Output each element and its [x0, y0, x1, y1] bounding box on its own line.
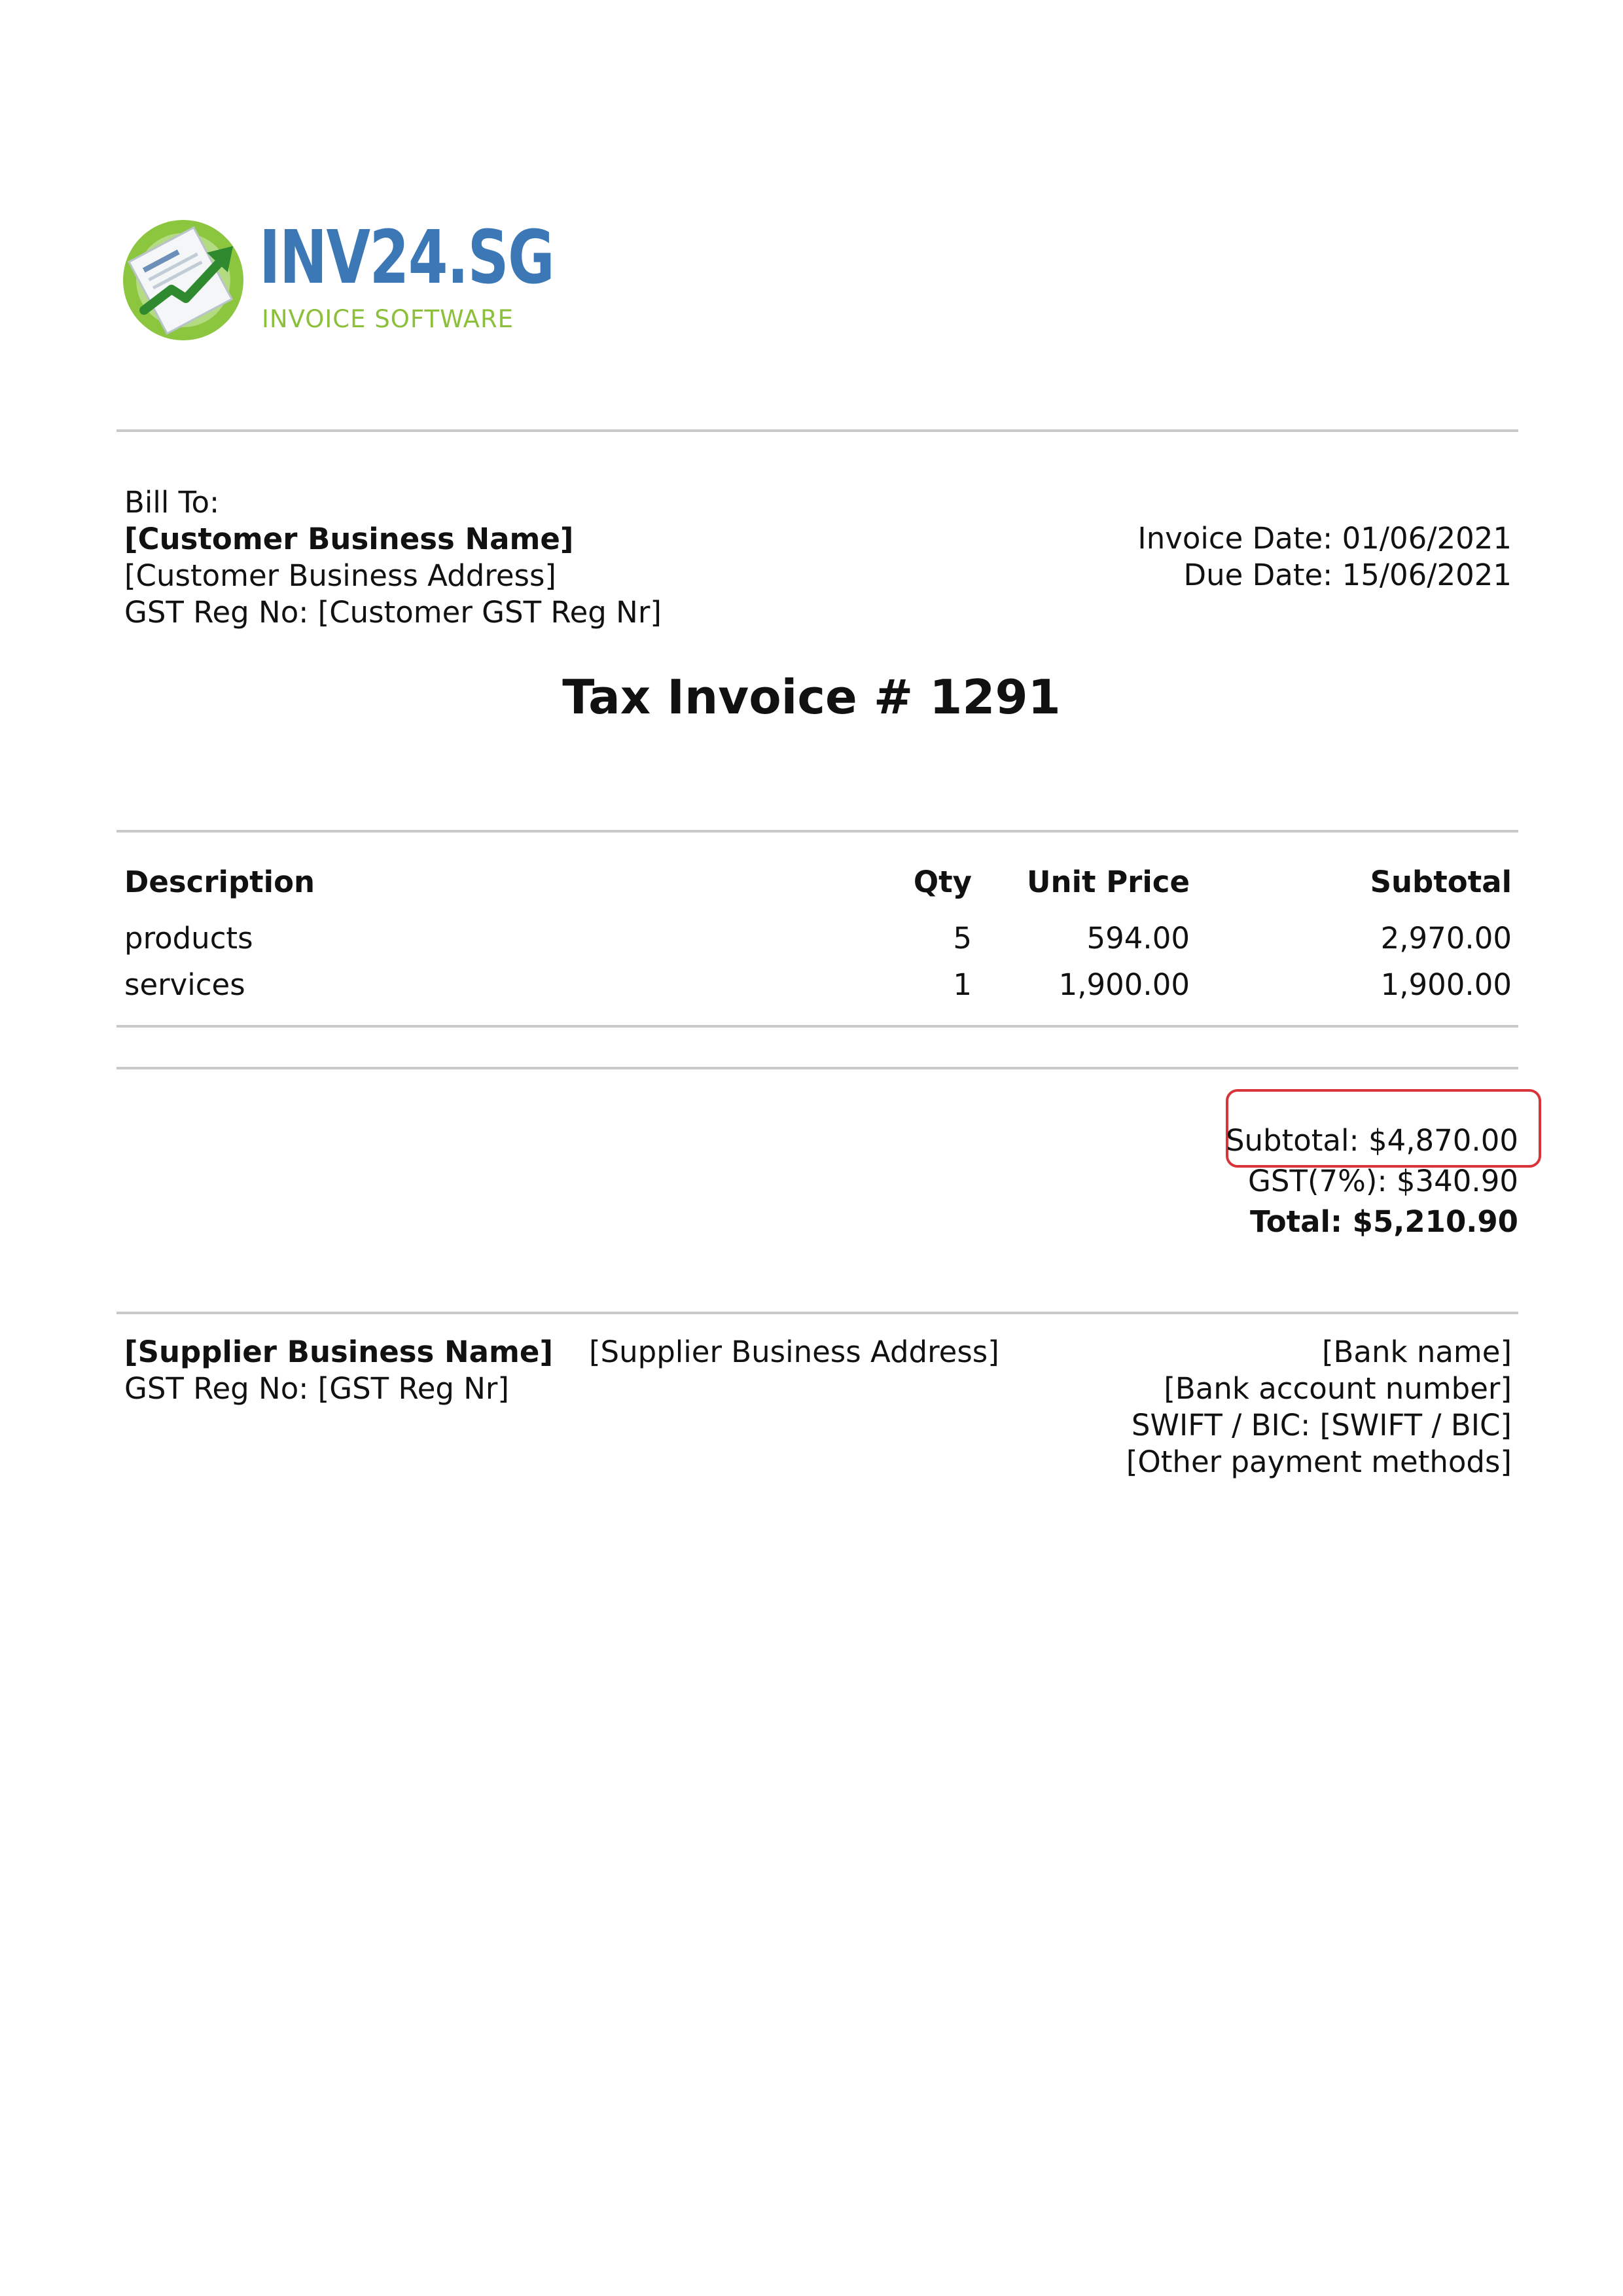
- bill-to-block: [124, 484, 662, 631]
- row-1-description: products: [124, 921, 253, 956]
- header-unit-price: Unit Price: [1027, 865, 1190, 899]
- payment-details: [1126, 1334, 1512, 1480]
- row-2-qty: 1: [953, 967, 972, 1002]
- logo-tagline: INVOICE SOFTWARE: [262, 305, 514, 333]
- supplier-address: [Supplier Business Address]: [589, 1335, 999, 1369]
- logo-chart-icon: [118, 212, 249, 343]
- row-1-qty: 5: [953, 921, 972, 956]
- header-divider: [116, 429, 1518, 432]
- invoice-date: Invoice Date: 01/06/2021: [1137, 521, 1512, 556]
- row-1-subtotal: 2,970.00: [1380, 921, 1512, 956]
- customer-address: [Customer Business Address]: [124, 558, 556, 593]
- row-2-description: services: [124, 967, 245, 1002]
- invoice-title: Tax Invoice # 1291: [562, 670, 1061, 725]
- logo-brand-text: INV24.SG: [259, 215, 554, 300]
- totals-subtotal: Subtotal: $4,870.00: [1225, 1123, 1518, 1158]
- bank-account-number: [Bank account number]: [1164, 1371, 1512, 1406]
- customer-gst: GST Reg No: [Customer GST Reg Nr]: [124, 595, 662, 630]
- row-2-unit-price: 1,900.00: [1058, 967, 1190, 1002]
- bill-to-label: Bill To:: [124, 485, 220, 520]
- totals-block: [1226, 1121, 1518, 1242]
- table-top-divider: [116, 830, 1518, 833]
- supplier-name: [Supplier Business Name]: [124, 1335, 554, 1369]
- totals-gst: GST(7%): $340.90: [1248, 1164, 1518, 1198]
- swift-bic: SWIFT / BIC: [SWIFT / BIC]: [1131, 1408, 1512, 1443]
- footer-divider: [116, 1312, 1518, 1314]
- invoice-dates: [1137, 520, 1512, 594]
- company-logo: [116, 207, 554, 346]
- supplier-gst: GST Reg No: [GST Reg Nr]: [124, 1371, 509, 1406]
- header-description: Description: [124, 865, 315, 899]
- supplier-block: [124, 1334, 553, 1407]
- customer-name: [Customer Business Name]: [124, 522, 574, 556]
- row-2-subtotal: 1,900.00: [1380, 967, 1512, 1002]
- other-payment-methods: [Other payment methods]: [1126, 1444, 1512, 1479]
- totals-top-divider: [116, 1067, 1518, 1069]
- table-bottom-divider: [116, 1025, 1518, 1028]
- totals-total: Total: $5,210.90: [1250, 1204, 1518, 1239]
- bank-name: [Bank name]: [1321, 1335, 1512, 1369]
- header-qty: Qty: [913, 865, 972, 899]
- due-date: Due Date: 15/06/2021: [1183, 558, 1512, 592]
- row-1-unit-price: 594.00: [1086, 921, 1190, 956]
- header-subtotal: Subtotal: [1370, 865, 1512, 899]
